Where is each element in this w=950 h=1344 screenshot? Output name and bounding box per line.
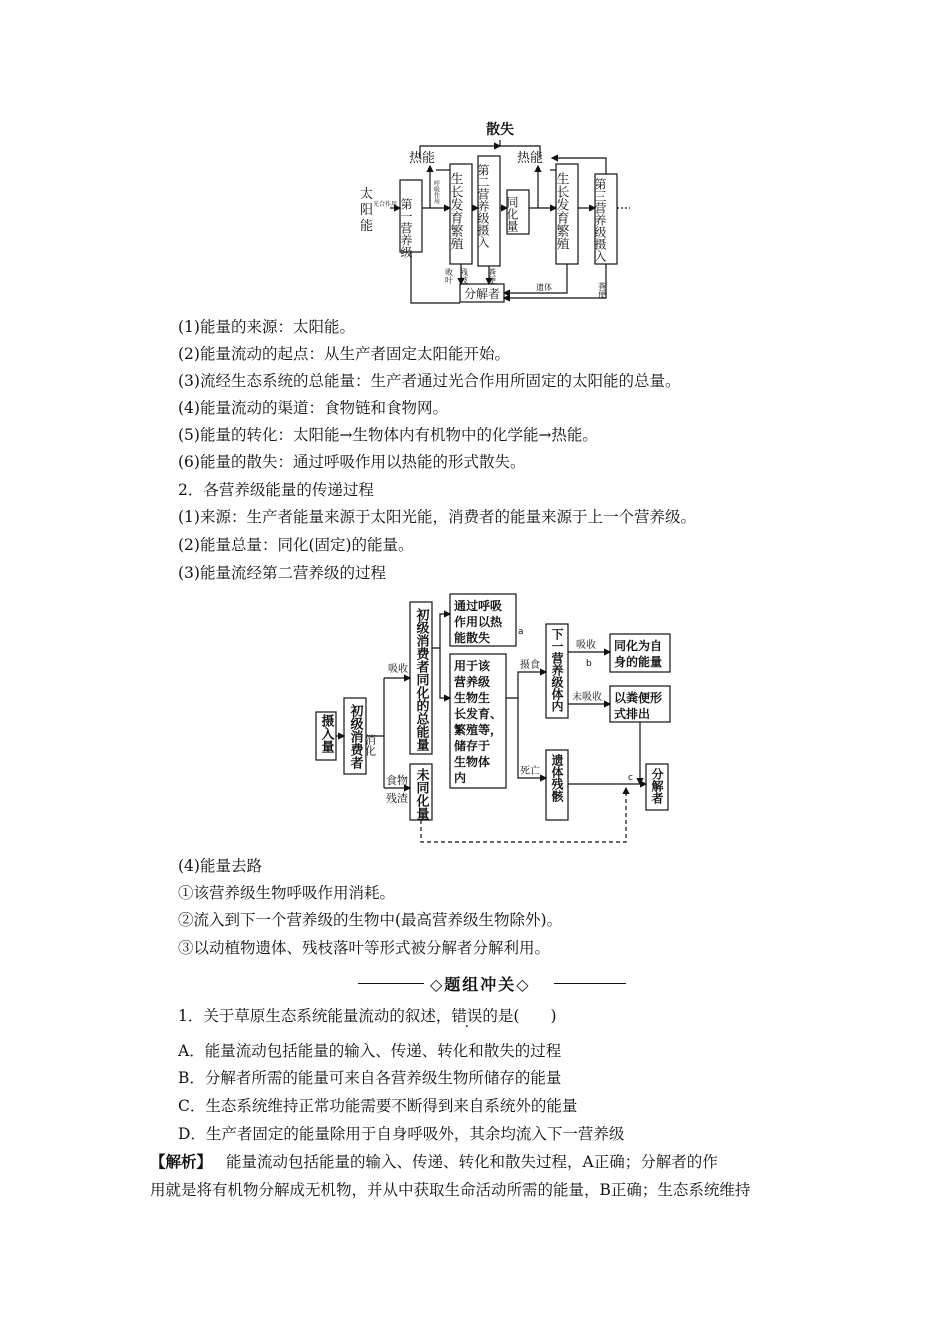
- unassimilated-box: 未同化量: [413, 768, 429, 820]
- digestion-label: 消化: [363, 734, 377, 756]
- primary-consumer-box: 初级消费者: [347, 704, 363, 769]
- growth-box-1: 生长发育繁殖: [447, 172, 463, 250]
- growth-line-7: 生物体: [454, 755, 491, 769]
- sun-label-2: 阳: [360, 203, 374, 218]
- section-heading: 2．各营养级能量的传递过程: [178, 481, 374, 499]
- banner-title: ◇题组冲关◇: [430, 975, 531, 994]
- dead-branches-label: 残枝: [459, 268, 469, 284]
- heat-label-left: 热能: [408, 151, 436, 166]
- line-7: (1)来源：生产者能量来源于太阳光能，消费者的能量来源于上一个营养级。: [178, 508, 696, 526]
- remains-label: 遗体: [536, 283, 552, 292]
- feces-label-1: 粪便: [487, 268, 497, 284]
- first-level-box: 第一营养级: [399, 198, 413, 258]
- line-11: ①该营养级生物呼吸作用消耗。: [178, 884, 396, 902]
- label-b: b: [586, 659, 592, 669]
- photosynthesis-label: 光合作用: [373, 201, 398, 208]
- assimilation-box: 同化量: [505, 196, 519, 232]
- line-5: (5)能量的转化：太阳能→生物体内有机物中的化学能→热能。: [178, 426, 598, 444]
- not-absorbed-label: 未吸收: [572, 692, 602, 703]
- decomposer-box: 分解者: [463, 287, 501, 301]
- food-label: 食物: [386, 774, 408, 787]
- sanshi-label: 散失: [486, 122, 514, 138]
- feces-out-2: 式排出: [614, 707, 651, 721]
- self-energy-2: 身的能量: [614, 655, 663, 669]
- respiration-box-3: 能散失: [454, 631, 491, 645]
- line-13: ③以动植物遗体、残枝落叶等形式被分解者分解利用。: [178, 939, 551, 957]
- option-d: D．生产者固定的能量除用于自身呼吸外，其余均流入下一营养级: [178, 1125, 625, 1143]
- respiration-box-1: 通过呼吸: [454, 599, 503, 613]
- growth-line-3: 生物生: [454, 691, 491, 705]
- growth-line-6: 储存于: [454, 739, 491, 753]
- absorb-label: 吸收: [388, 664, 408, 675]
- stem-pre: 1．关于草原生态系统能量流动的叙述，: [178, 1007, 452, 1025]
- third-level-box: 第三营养级摄入: [593, 178, 607, 262]
- label-a: a: [518, 627, 524, 637]
- next-level-box: 下一营养级体内: [550, 628, 564, 712]
- growth-line-4: 长发育、: [454, 707, 503, 721]
- feces-out-1: 以粪便形: [614, 691, 663, 705]
- line-4: (4)能量流动的渠道：食物链和食物网。: [178, 399, 448, 417]
- growth-line-5: 繁殖等，: [454, 723, 503, 737]
- line-2: (2)能量流动的起点：从生产者固定太阳能开始。: [178, 345, 510, 363]
- self-energy-1: 同化为自: [614, 639, 663, 653]
- growth-line-8: 内: [454, 771, 467, 785]
- heat-label-right: 热能: [516, 151, 544, 166]
- second-level-box: 第二营养级摄入: [476, 164, 490, 248]
- question-stem: [178, 1006, 557, 1026]
- line-12: ②流入到下一个营养级的生物中(最高营养级生物除外)。: [178, 911, 563, 929]
- option-a: A．能量流动包括能量的输入、传递、转化和散失的过程: [178, 1042, 562, 1060]
- energy-flow-diagram: [340, 118, 640, 308]
- line-6: (6)能量的散失：通过呼吸作用以热能的形式散失。: [178, 453, 526, 471]
- line-9: (3)能量流经第二营养级的过程: [178, 564, 386, 582]
- remains-box: 遗体残骸: [550, 754, 564, 802]
- feces-label-2: 粪便: [597, 282, 607, 298]
- label-c: c: [628, 773, 633, 783]
- sun-label-1: 太: [360, 187, 374, 202]
- analysis-line-2: 用就是将有机物分解成无机物，并从中获取生命活动所需的能量，B正确；生态系统维持: [150, 1181, 751, 1199]
- death-label: 死亡: [520, 766, 540, 777]
- intake-box: 摄入量: [318, 714, 334, 753]
- assimilated-total-box: 初级消费者同化的总能量: [413, 608, 429, 751]
- line-10: (4)能量去路: [178, 857, 262, 875]
- absorb-label-2: 吸收: [576, 640, 596, 651]
- stem-post: 的是( ): [482, 1007, 557, 1025]
- analysis-text-1: 能量流动包括能量的输入、传递、转化和散失过程，A正确；分解者的作: [226, 1153, 718, 1171]
- option-b: B．分解者所需的能量可来自各营养级生物所储存的能量: [178, 1069, 562, 1087]
- respiration-box-2: 作用以热: [454, 615, 503, 629]
- growth-line-1: 用于该: [454, 659, 491, 673]
- ingestion-label: 摄食: [520, 660, 540, 671]
- line-3: (3)流经生态系统的总能量：生产者通过光合作用所固定的太阳能的总量。: [178, 372, 681, 390]
- line-8: (2)能量总量：同化(固定)的能量。: [178, 536, 414, 554]
- growth-line-2: 营养级: [454, 675, 491, 689]
- sun-label-3: 能: [360, 219, 374, 234]
- section-banner: [358, 972, 628, 996]
- stem-emphasis: 错误: [451, 1007, 483, 1025]
- line-1: (1)能量的来源：太阳能。: [178, 318, 355, 336]
- growth-box-2: 生长发育繁殖: [553, 172, 569, 250]
- analysis-label: 【解析】: [150, 1152, 213, 1171]
- option-c: C．生态系统维持正常功能需要不断得到来自系统外的能量: [178, 1097, 578, 1115]
- residue-label: 残渣: [386, 792, 408, 805]
- second-level-flow-diagram: [310, 588, 680, 850]
- analysis-line-1: [150, 1152, 718, 1172]
- decomposer-box-2: 分解者: [650, 768, 664, 804]
- dead-leaves-label: 败叶: [444, 268, 454, 284]
- respiration-label: 呼吸作用: [432, 180, 440, 204]
